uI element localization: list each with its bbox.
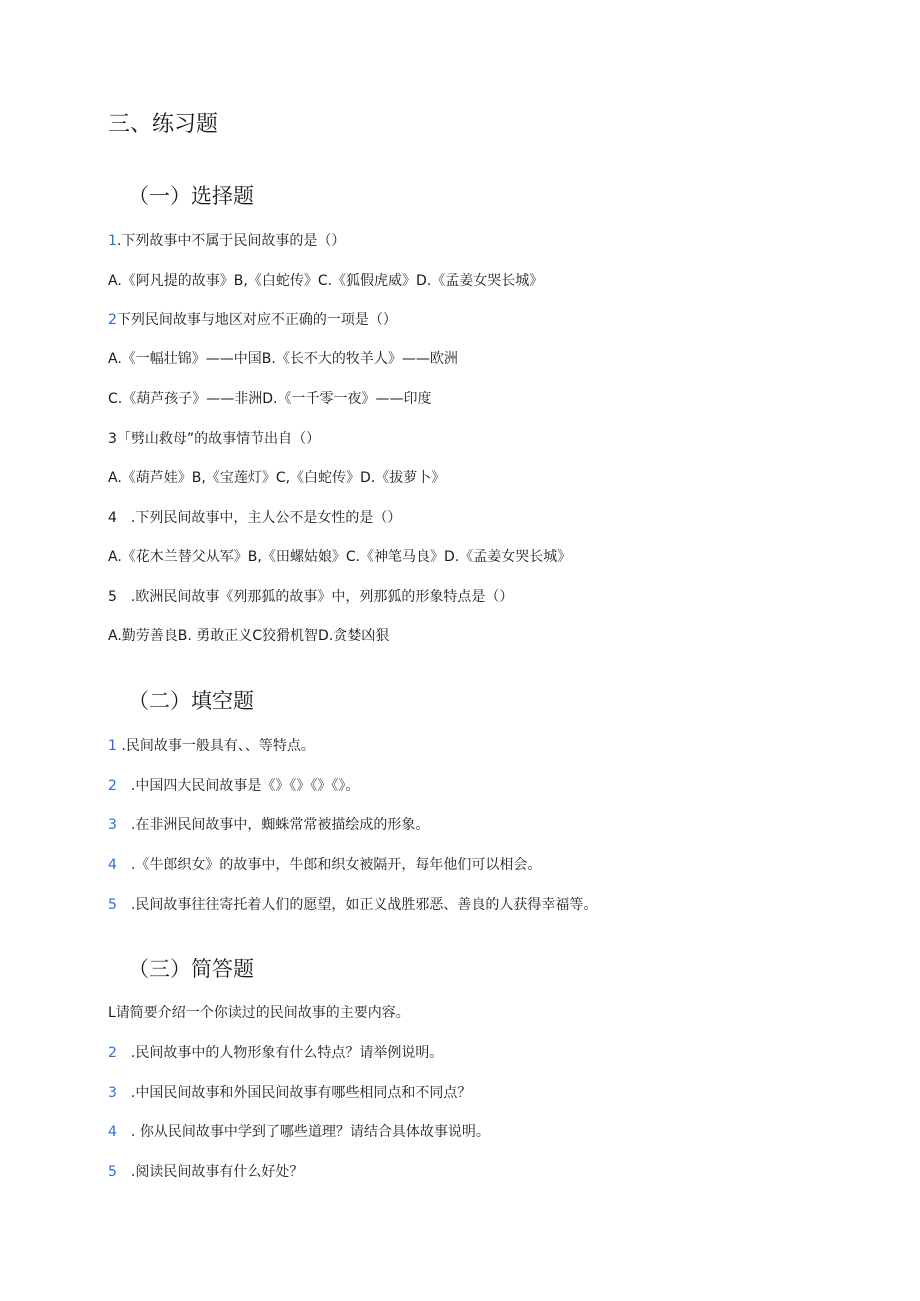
- question-number: 2: [108, 312, 117, 328]
- question-text: .民间故事一般具有、、等特点。: [116, 738, 315, 754]
- section-heading-fill: （二）填空题: [128, 689, 254, 713]
- fill-question-4: [108, 854, 541, 876]
- question-number: 1: [108, 738, 117, 754]
- section-heading-choice: （一）选择题: [128, 184, 254, 208]
- fill-question-5: [108, 894, 597, 916]
- question-3: 3「劈山救母”的故事情节出自（）: [108, 431, 321, 447]
- question-text: .中国四大民间故事是《》《》《》《》。: [116, 778, 360, 794]
- question-2-options-line-2: C.《葫芦孩子》——非洲D.《一千零一夜》——印度: [108, 391, 432, 407]
- question-2-options-line-1: A.《一幅壮锦》——中国B.《长不大的牧羊人》——欧洲: [108, 351, 458, 367]
- fill-question-3: [108, 814, 429, 836]
- question-text: 下列民间故事与地区对应不正确的一项是（）: [116, 312, 397, 328]
- short-question-3: [108, 1082, 471, 1104]
- question-number: 2: [108, 1045, 117, 1061]
- question-text: .在非洲民间故事中，蜘蛛常常被描绘成的形象。: [116, 817, 430, 833]
- short-question-4: [108, 1121, 490, 1143]
- question-number: 4: [108, 857, 117, 873]
- question-text: .阅读民间故事有什么好处？: [116, 1164, 304, 1180]
- question-number: 4: [108, 1124, 117, 1140]
- question-text: .下列故事中不属于民间故事的是（）: [116, 233, 346, 249]
- question-number: 5: [108, 897, 117, 913]
- question-text: .中国民间故事和外国民间故事有哪些相同点和不同点？: [116, 1085, 472, 1101]
- question-1: [108, 230, 345, 252]
- fill-question-2: [108, 775, 359, 797]
- short-question-1: L请简要介绍一个你读过的民间故事的主要内容。: [108, 1005, 410, 1021]
- question-2: [108, 309, 397, 331]
- question-number: 2: [108, 778, 117, 794]
- question-4: 4 .下列民间故事中，主人公不是女性的是（）: [108, 510, 402, 526]
- short-question-5: [108, 1161, 303, 1183]
- question-4-options: A.《花木兰替父从军》B,《田螺姑娘》C.《神笔马良》D.《孟姜女哭长城》: [108, 549, 572, 565]
- question-text: .民间故事往往寄托着人们的愿望，如正义战胜邪恶、善良的人获得幸福等。: [116, 897, 598, 913]
- main-title: 三、练习题: [108, 112, 219, 137]
- short-question-2: [108, 1042, 443, 1064]
- question-5-options: A.勤劳善良B. 勇敢正义C狡猾机智D.贪婪凶狠: [108, 628, 390, 644]
- question-1-options: A.《阿凡提的故事》B,《白蛇传》C.《狐假虎威》D.《孟姜女哭长城》: [108, 273, 544, 289]
- question-number: 5: [108, 1164, 117, 1180]
- question-text: . 你从民间故事中学到了哪些道理？请结合具体故事说明。: [116, 1124, 490, 1140]
- section-heading-short-answer: （三）简答题: [128, 957, 254, 981]
- fill-question-1: [108, 735, 315, 757]
- question-text: .民间故事中的人物形象有什么特点？请举例说明。: [116, 1045, 444, 1061]
- question-number: 3: [108, 817, 117, 833]
- question-3-options: A.《葫芦娃》B,《宝莲灯》C,《白蛇传》D.《拔萝卜》: [108, 470, 446, 486]
- question-text: .《牛郎织女》的故事中，牛郎和织女被隔开，每年他们可以相会。: [116, 857, 542, 873]
- question-number: 1: [108, 233, 117, 249]
- question-5: 5 .欧洲民间故事《列那狐的故事》中，列那狐的形象特点是（）: [108, 589, 514, 605]
- question-number: 3: [108, 1085, 117, 1101]
